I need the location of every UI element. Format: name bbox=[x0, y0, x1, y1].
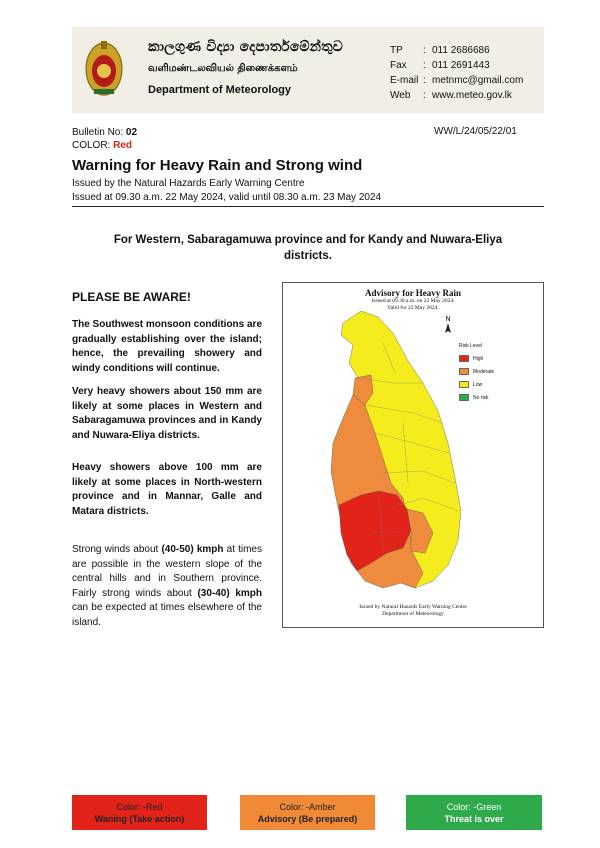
issuer-info bbox=[72, 177, 381, 205]
very-heavy-showers-paragraph: Very heavy showers about 150 mm are likely at some places in Western and Sabaragamuwa provinces and in Kandy and Nuwara-Eliya districts. bbox=[72, 386, 262, 441]
map-issued-info: Issued at 09.30 a.m. on 22 May 2024. Valid for 22 May 2024. bbox=[371, 298, 455, 311]
org-name-english: Department of Meteorology bbox=[148, 84, 292, 96]
map-legend: Risk Level High Moderate Low No risk bbox=[459, 343, 495, 401]
contact-details bbox=[390, 43, 523, 103]
legend-no-risk: No risk bbox=[459, 393, 494, 402]
sri-lanka-risk-map bbox=[283, 283, 543, 627]
issued-by: Issued by the Natural Hazards Early Warning Centre bbox=[72, 178, 305, 189]
contact-row-tp: TP : 011 2686686 bbox=[390, 45, 490, 56]
heavy-showers-paragraph: Heavy showers above 100 mm are likely at some places in North-western province and in Mannar, Galle and Matara districts. bbox=[72, 462, 262, 517]
bulletin-reference: WW/L/24/05/22/01 bbox=[434, 126, 517, 137]
issued-at: Issued at 09.30 a.m. 22 May 2024, valid until 08.30 a.m. 23 May 2024 bbox=[72, 192, 382, 203]
advisory-map bbox=[282, 282, 544, 628]
color-box-red: Color: -Red Waning (Take action) bbox=[72, 795, 207, 830]
color-box-green: Color: -Green Threat is over bbox=[406, 795, 542, 830]
legend-high: High bbox=[459, 354, 494, 363]
contact-row-fax: Fax : 011 2691443 bbox=[390, 60, 490, 71]
strong-winds-paragraph: Strong winds about (40-50) kmph at times are possible in the western slope of the central hills and in Southern province. Fairly strong winds about (30-40) kmph can be expected at times elsewhere of the island. bbox=[72, 544, 262, 628]
web-link[interactable]: www.meteo.gov.lk bbox=[432, 90, 512, 101]
org-name-tamil: வளிமண்டலவியல் திணைக்களம் bbox=[148, 63, 298, 74]
map-title: Advisory for Heavy Rain bbox=[364, 288, 462, 298]
color-box-amber: Color: -Amber Advisory (Be prepared) bbox=[240, 795, 375, 830]
north-arrow-icon bbox=[445, 316, 451, 333]
contact-row-email: E-mail : metnmc@gmail.com bbox=[390, 75, 524, 86]
map-footer: Issued by Natural Hazards Early Warning Centre Department of Meteorology bbox=[359, 604, 467, 617]
affected-region: For Western, Sabaragamuwa province and for Kandy and Nuwara-Eliya districts. bbox=[113, 234, 503, 262]
divider bbox=[72, 206, 544, 207]
please-be-aware-heading: PLEASE BE AWARE! bbox=[72, 290, 191, 304]
monsoon-paragraph: The Southwest monsoon conditions are gradually establishing over the island; hence, the prevailing showery and windy conditions will continue. bbox=[72, 319, 263, 374]
org-name-sinhala: කාලගුණ විද්‍යා දෙපාර්තමේන්තුව bbox=[148, 39, 344, 55]
letterhead bbox=[72, 27, 544, 113]
contact-row-web: Web : www.meteo.gov.lk bbox=[390, 90, 512, 101]
legend-moderate: Moderate bbox=[459, 367, 494, 376]
email-link[interactable]: metnmc@gmail.com bbox=[432, 75, 524, 86]
bulletin-color: COLOR: Red bbox=[72, 140, 133, 151]
bulletin-meta bbox=[72, 126, 137, 152]
bulletin-number: Bulletin No: 02 bbox=[72, 127, 138, 138]
svg-text:N: N bbox=[445, 316, 451, 323]
sri-lanka-emblem-icon bbox=[84, 39, 124, 99]
warning-title: Warning for Heavy Rain and Strong wind bbox=[72, 157, 363, 174]
organisation-name bbox=[148, 39, 343, 96]
legend-low: Low bbox=[459, 380, 494, 389]
